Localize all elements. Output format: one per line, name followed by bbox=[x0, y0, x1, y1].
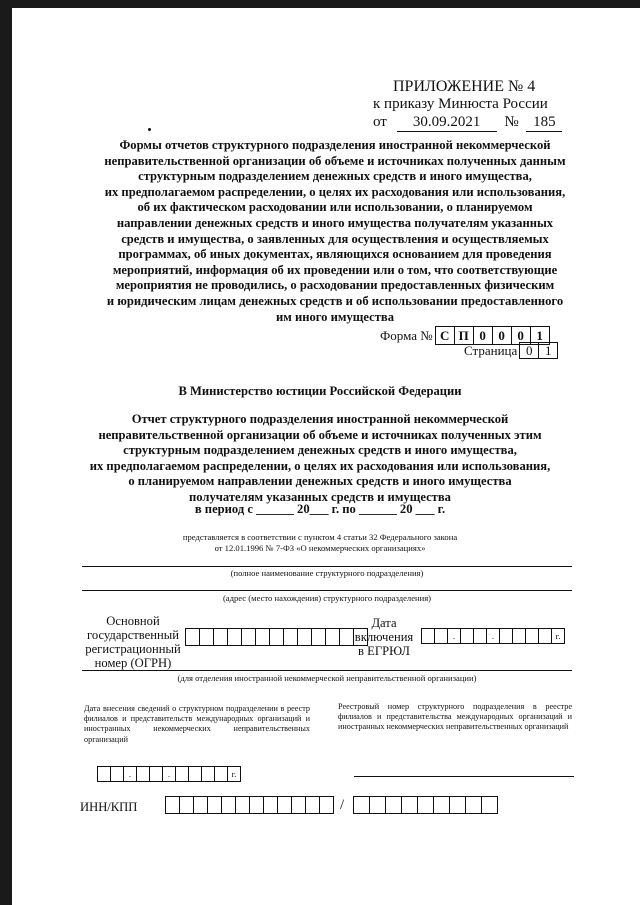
digit-cell[interactable] bbox=[325, 628, 340, 646]
form-code-cell: 0 bbox=[511, 326, 531, 345]
number-label: № bbox=[504, 114, 519, 130]
digit-cell[interactable] bbox=[465, 796, 482, 814]
report-title-line: о планируемом направлении денежных средств и иного имущества bbox=[128, 474, 512, 489]
egrul-date-label-line: включения bbox=[354, 630, 414, 644]
digit-cell[interactable] bbox=[207, 796, 222, 814]
date-cell[interactable] bbox=[512, 628, 526, 644]
digit-cell[interactable] bbox=[305, 796, 320, 814]
page-code-cell: 0 bbox=[519, 342, 539, 359]
date-cell[interactable] bbox=[499, 628, 513, 644]
forms-title-line: направлении денежных средств и иного имущества получателям указанных bbox=[116, 215, 554, 230]
date-separator: . bbox=[447, 628, 461, 644]
addressee: В Министерство юстиции Российской Федерации bbox=[178, 384, 462, 398]
full-name-caption: (полное наименование структурного подразделения) bbox=[230, 568, 424, 578]
egrul-date-label-line: Дата bbox=[371, 616, 397, 630]
digit-cell[interactable] bbox=[481, 796, 498, 814]
digit-cell[interactable] bbox=[255, 628, 270, 646]
digit-cell[interactable] bbox=[277, 796, 292, 814]
forms-title-line: структурным подразделением денежных средств и иного имущества, bbox=[138, 169, 532, 184]
digit-cell[interactable] bbox=[235, 796, 250, 814]
forms-title-line: их предполагаемом распределении, о целях их расходования или использования, bbox=[104, 184, 566, 199]
date-cell[interactable] bbox=[460, 628, 474, 644]
digit-cell[interactable] bbox=[269, 628, 284, 646]
kpp-input[interactable] bbox=[354, 796, 498, 814]
register-number-description: Реестровый номер структурного подразделения в реестре филиалов и представительства международных организаций и иностранных некоммерческих неправительственных организаций bbox=[338, 702, 572, 732]
digit-cell[interactable] bbox=[417, 796, 434, 814]
date-cell[interactable] bbox=[97, 766, 111, 782]
digit-cell[interactable] bbox=[433, 796, 450, 814]
egrul-date-label-line: в ЕГРЮЛ bbox=[358, 644, 410, 658]
digit-cell[interactable] bbox=[449, 796, 466, 814]
date-cell[interactable] bbox=[525, 628, 539, 644]
digit-cell[interactable] bbox=[401, 796, 418, 814]
digit-cell[interactable] bbox=[353, 796, 370, 814]
date-cell[interactable] bbox=[434, 628, 448, 644]
digit-cell[interactable] bbox=[199, 628, 214, 646]
page-number bbox=[464, 342, 558, 359]
order-date: 30.09.2021 bbox=[397, 114, 497, 132]
digit-cell[interactable] bbox=[263, 796, 278, 814]
report-title-line: получателям указанных средств и имущества bbox=[189, 489, 451, 504]
digit-cell[interactable] bbox=[311, 628, 326, 646]
department-caption: (для отделения иностранной некоммерческой неправительственной организации) bbox=[177, 673, 477, 683]
forms-title-line: и юридическим лицам денежных средств и об использовании предоставленного bbox=[106, 293, 564, 308]
inn-kpp-separator: / bbox=[340, 797, 345, 813]
date-cell[interactable] bbox=[214, 766, 228, 782]
digit-cell[interactable] bbox=[185, 628, 200, 646]
date-cell[interactable] bbox=[421, 628, 435, 644]
ogrn-label-line: регистрационный bbox=[85, 642, 181, 656]
forms-title-line: им иного имущества bbox=[275, 309, 395, 324]
digit-cell[interactable] bbox=[283, 628, 298, 646]
form-code-cell: 0 bbox=[492, 326, 512, 345]
digit-cell[interactable] bbox=[241, 628, 256, 646]
scan-border-top bbox=[0, 0, 640, 8]
date-cell[interactable] bbox=[110, 766, 124, 782]
digit-cell[interactable] bbox=[297, 628, 312, 646]
register-number-field[interactable] bbox=[354, 776, 574, 777]
register-date-input[interactable] bbox=[98, 766, 241, 782]
date-cell[interactable] bbox=[538, 628, 552, 644]
legal-basis bbox=[70, 532, 570, 554]
date-cell[interactable] bbox=[175, 766, 189, 782]
legal-basis-line: от 12.01.1996 № 7-ФЗ «О некоммерческих организациях» bbox=[214, 543, 426, 553]
forms-title-line: программах, об иных документах, являющихся основанием для проведения bbox=[118, 247, 552, 262]
digit-cell[interactable] bbox=[179, 796, 194, 814]
register-date-description: Дата внесения сведений о структурном подразделении в реестр филиалов и представительств международных организаций и иностранных некоммерческих неправительственных организаций bbox=[84, 704, 310, 744]
egrul-date-input[interactable] bbox=[422, 628, 565, 644]
forms-title-line: об их фактическом расходовании или использовании, о планируемом bbox=[137, 200, 533, 215]
page-number-label: Страница bbox=[464, 342, 518, 358]
digit-cell[interactable] bbox=[227, 628, 242, 646]
scan-border-left bbox=[0, 0, 12, 905]
date-year-suffix: г. bbox=[551, 628, 565, 644]
digit-cell[interactable] bbox=[213, 628, 228, 646]
date-separator: . bbox=[486, 628, 500, 644]
forms-title-line: средств и имущества, о заявленных для осуществления и осуществляемых bbox=[121, 231, 549, 246]
report-period: в период с ______ 20___ г. по ______ 20 ___ г. bbox=[194, 502, 446, 516]
appendix-order: к приказу Минюста России bbox=[373, 96, 548, 112]
forms-title-line: неправительственной организации об объеме и источниках полученных данным bbox=[104, 153, 566, 168]
page-code-cell: 1 bbox=[538, 342, 558, 359]
digit-cell[interactable] bbox=[165, 796, 180, 814]
report-title bbox=[70, 412, 570, 506]
forms-title-line: мероприятия не проводились, о расходовании предоставленных физическим bbox=[115, 278, 555, 293]
digit-cell[interactable] bbox=[319, 796, 334, 814]
inn-input[interactable] bbox=[166, 796, 334, 814]
report-title-line: структурным подразделением денежных средств и иного имущества, bbox=[123, 443, 517, 458]
digit-cell[interactable] bbox=[291, 796, 306, 814]
legal-basis-line: представляется в соответствии с пунктом 4 статьи 32 Федерального закона bbox=[182, 532, 458, 542]
report-title-line: неправительственной организации об объеме и источниках полученных этим bbox=[98, 427, 542, 442]
full-name-field[interactable] bbox=[82, 566, 572, 567]
forms-title bbox=[60, 138, 610, 325]
digit-cell[interactable] bbox=[193, 796, 208, 814]
date-cell[interactable] bbox=[136, 766, 150, 782]
form-number-label: Форма № bbox=[380, 327, 433, 343]
scan-speck bbox=[148, 128, 151, 131]
date-cell[interactable] bbox=[201, 766, 215, 782]
ogrn-label bbox=[78, 614, 188, 670]
from-label: от bbox=[373, 114, 387, 130]
report-title-line: их предполагаемом распределении, о целях их расходования или использования, bbox=[89, 458, 551, 473]
report-title-line: Отчет структурного подразделения иностранной некоммерческой bbox=[131, 412, 509, 426]
form-code-cell: П bbox=[454, 326, 474, 345]
form-code-cell: 0 bbox=[473, 326, 493, 345]
forms-title-line: Формы отчетов структурного подразделения иностранной некоммерческой bbox=[119, 138, 551, 152]
ogrn-input[interactable] bbox=[186, 628, 368, 646]
date-separator: . bbox=[162, 766, 176, 782]
egrul-date-label bbox=[352, 616, 416, 658]
address-caption: (адрес (место нахождения) структурного подразделения) bbox=[222, 593, 432, 603]
digit-cell[interactable] bbox=[385, 796, 402, 814]
digit-cell[interactable] bbox=[369, 796, 386, 814]
date-cell[interactable] bbox=[149, 766, 163, 782]
ogrn-label-line: номер (ОГРН) bbox=[94, 656, 172, 670]
inn-kpp-label: ИНН/КПП bbox=[80, 800, 138, 814]
department-field[interactable] bbox=[82, 670, 572, 671]
ogrn-label-line: Основной bbox=[106, 614, 160, 628]
address-field[interactable] bbox=[82, 590, 572, 591]
appendix-title: ПРИЛОЖЕНИЕ № 4 bbox=[393, 78, 536, 95]
order-number: 185 bbox=[526, 114, 562, 132]
date-cell[interactable] bbox=[188, 766, 202, 782]
forms-title-line: мероприятий, информация об их проведении или о том, что соответствующие bbox=[112, 262, 558, 277]
ogrn-label-line: государственный bbox=[87, 628, 179, 642]
date-separator: . bbox=[123, 766, 137, 782]
form-code-cell: 1 bbox=[530, 326, 550, 345]
digit-cell[interactable] bbox=[249, 796, 264, 814]
form-code-cell: С bbox=[435, 326, 455, 345]
date-cell[interactable] bbox=[473, 628, 487, 644]
appendix-date-line bbox=[373, 114, 562, 132]
digit-cell[interactable] bbox=[221, 796, 236, 814]
date-year-suffix: г. bbox=[227, 766, 241, 782]
